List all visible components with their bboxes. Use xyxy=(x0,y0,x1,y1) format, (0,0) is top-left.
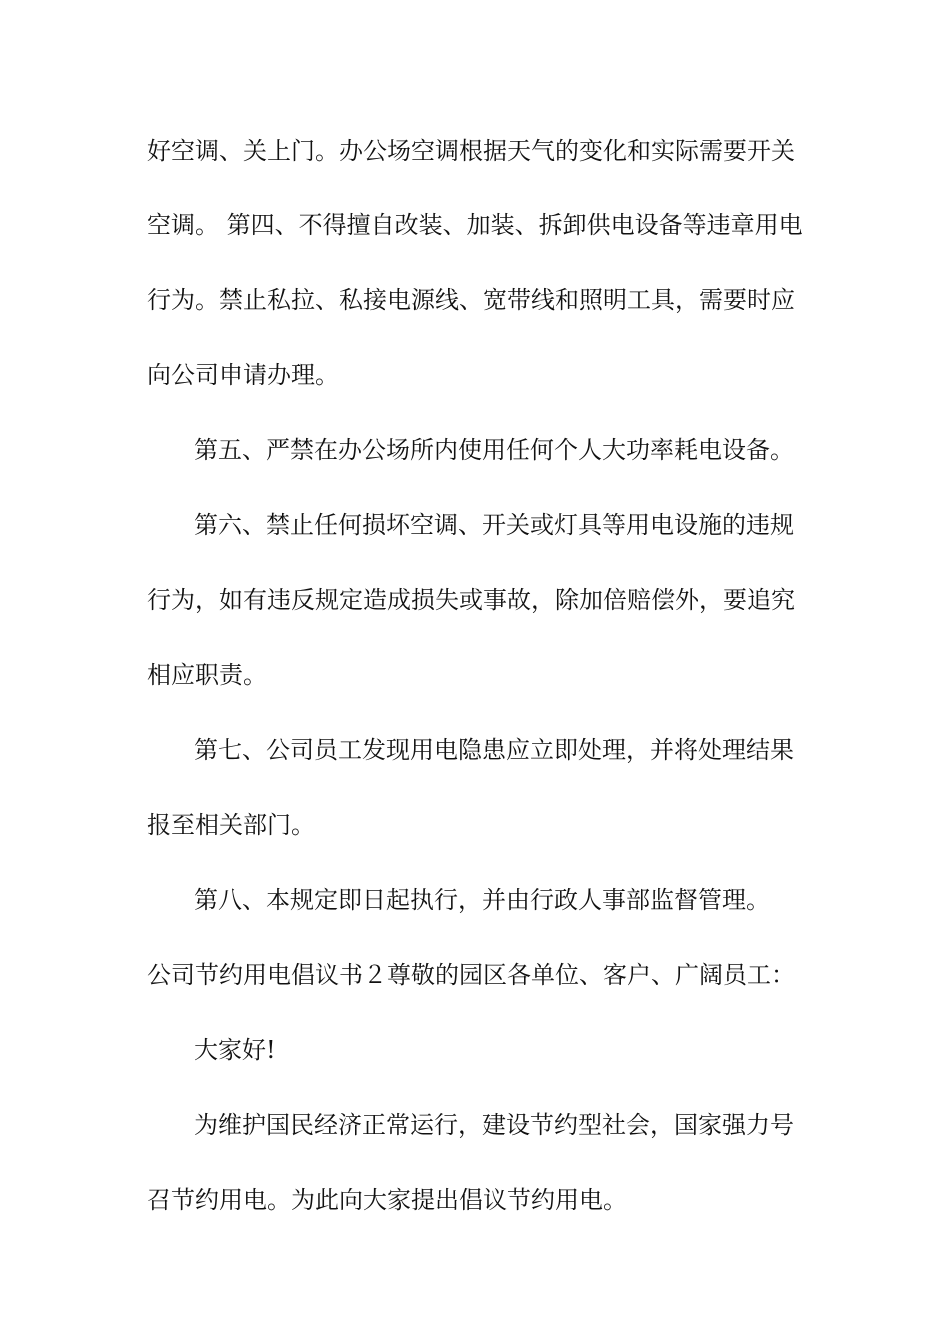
paragraph-line: 行为。禁止私拉、私接电源线、宽带线和照明工具，需要时应 xyxy=(147,286,795,314)
paragraph-line: 行为，如有违反规定造成损失或事故，除加倍赔偿外，要追究 xyxy=(147,586,795,614)
paragraph-line: 第五、严禁在办公场所内使用任何个人大功率耗电设备。 xyxy=(194,436,794,464)
paragraph-line: 第八、本规定即日起执行，并由行政人事部监督管理。 xyxy=(194,886,770,914)
paragraph-line: 向公司申请办理。 xyxy=(147,361,339,389)
paragraph-line: 好空调、关上门。办公场空调根据天气的变化和实际需要开关 xyxy=(147,137,795,165)
paragraph-line: 为维护国民经济正常运行，建设节约型社会，国家强力号 xyxy=(194,1111,794,1139)
paragraph-line: 空调。 第四、不得擅自改装、加装、拆卸供电设备等违章用电 xyxy=(147,211,803,239)
paragraph-line: 第七、公司员工发现用电隐患应立即处理，并将处理结果 xyxy=(194,736,794,764)
greeting-line: 大家好! xyxy=(194,1036,276,1064)
paragraph-line: 相应职责。 xyxy=(147,661,267,689)
paragraph-line: 召节约用电。为此向大家提出倡议节约用电。 xyxy=(147,1186,627,1214)
section-heading-line: 公司节约用电倡议书２尊敬的园区各单位、客户、广阔员工： xyxy=(147,961,795,989)
paragraph-line: 第六、禁止任何损坏空调、开关或灯具等用电设施的违规 xyxy=(194,511,794,539)
paragraph-line: 报至相关部门。 xyxy=(147,811,315,839)
